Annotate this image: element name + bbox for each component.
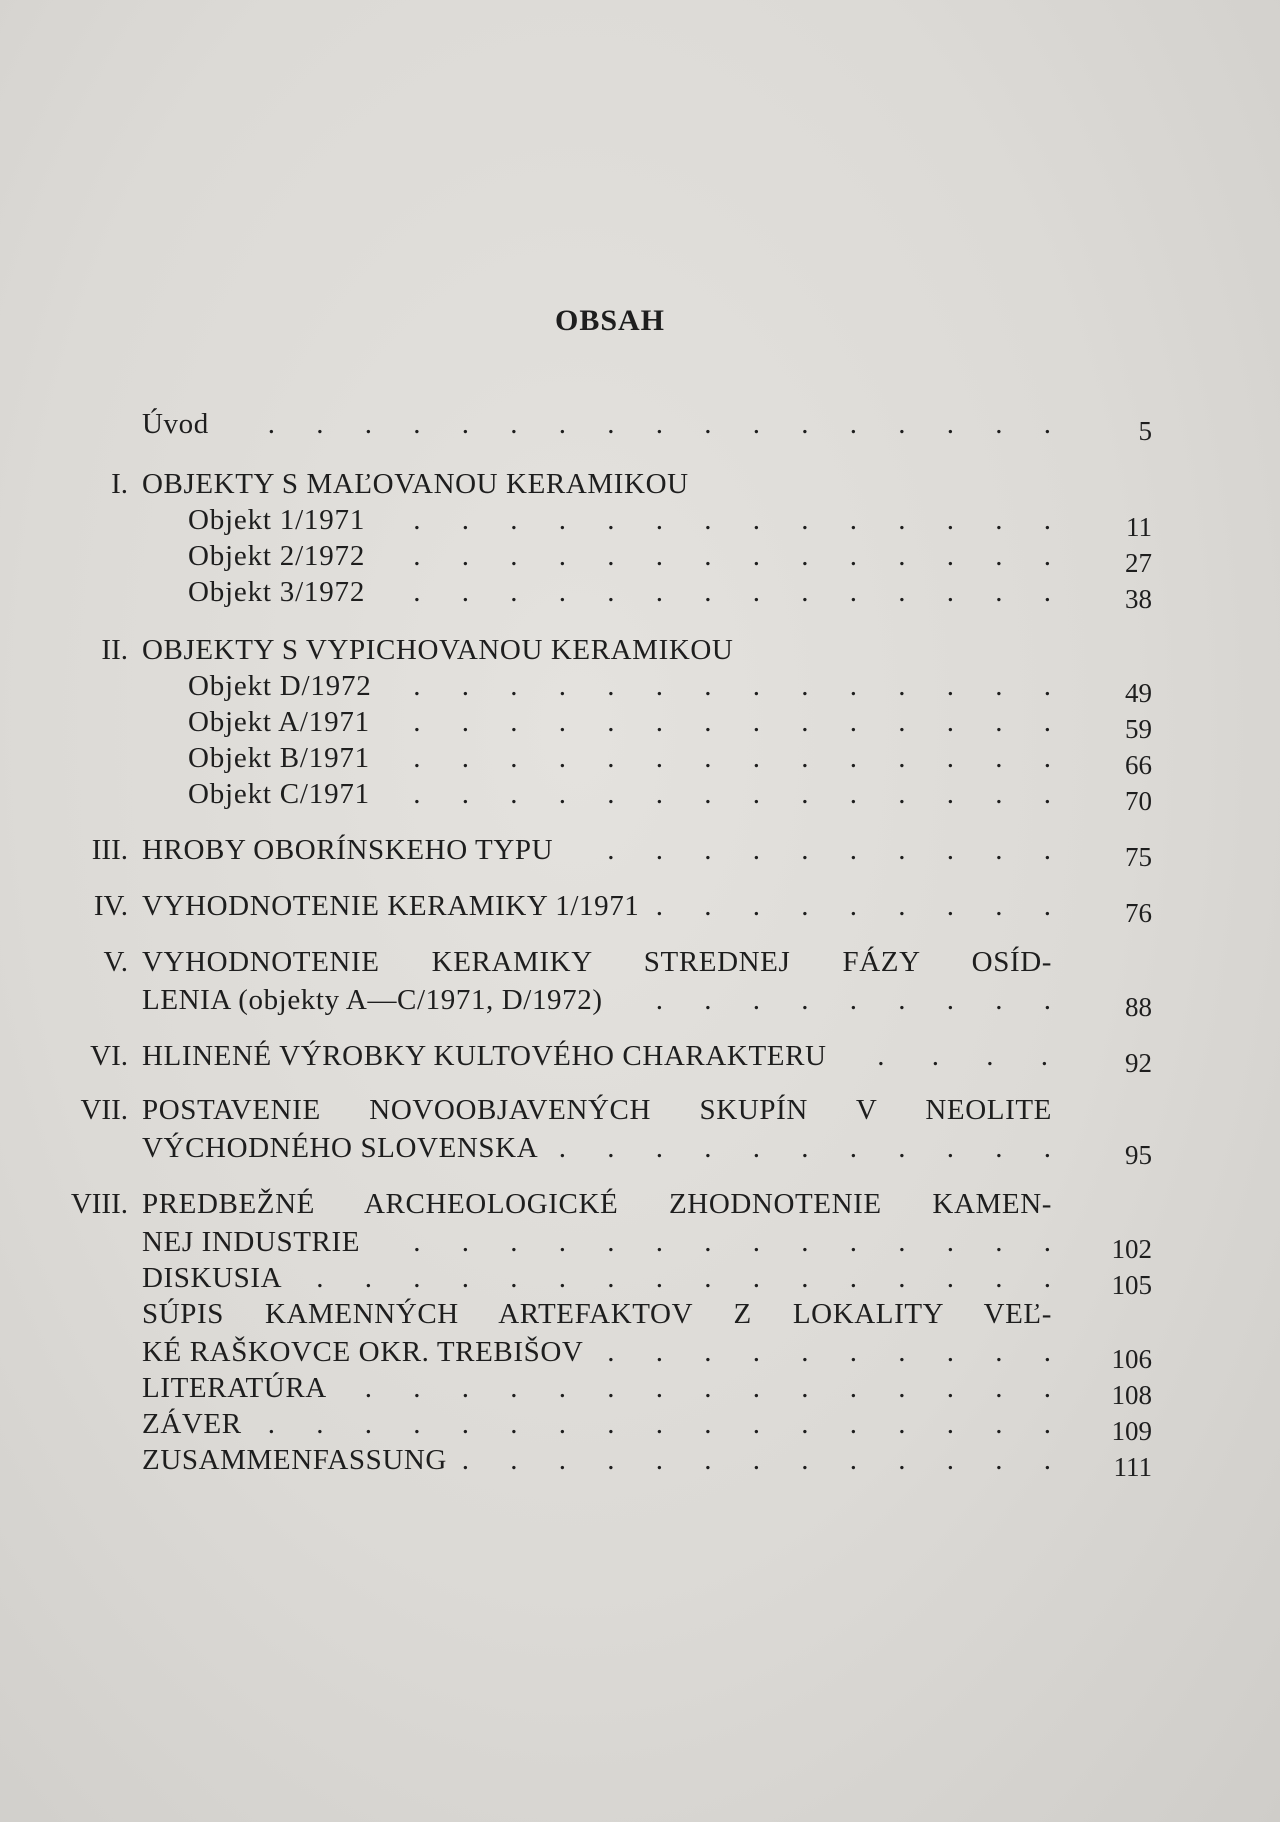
section-title: HLINENÉ VÝROBKY KULTOVÉHO CHARAKTERU [142,1040,827,1072]
toc-label: Objekt D/1972 [188,670,372,702]
toc-entry-literatura[interactable] [0,1372,1280,1412]
page-number: 11 [1126,512,1152,542]
dot-leader: . . . . . . . . . . . . . . . . . [267,408,1068,440]
toc-label: ZÁVER [142,1408,242,1440]
page-number: 102 [1111,1234,1152,1264]
page-number: 59 [1125,714,1152,744]
toc-entry[interactable] [0,778,1280,818]
section-numeral: I. [111,468,128,500]
toc-entry[interactable] [0,504,1280,544]
section-numeral: IV. [93,890,128,922]
toc-entry[interactable] [0,742,1280,782]
section-title-line-1: POSTAVENIE NOVOOBJAVENÝCH SKUPÍN V NEOLITE [142,1094,1052,1126]
section-numeral: VI. [90,1040,128,1072]
page-number: 92 [1125,1048,1152,1078]
toc-entry[interactable] [0,540,1280,580]
dot-leader: . . . . . . . . . . . . . . . . [316,1262,1068,1294]
toc-label-line-1: SÚPIS KAMENNÝCH ARTEFAKTOV Z LOKALITY VEĽ- [142,1298,1052,1330]
section-numeral: VII. [80,1094,128,1126]
dot-leader: . . . . . . . . . . . . . . [413,706,1068,738]
dot-leader: . . . . . . . . . . . . . . [413,670,1068,702]
toc-section-8-cont[interactable] [0,1226,1280,1266]
toc-entry[interactable] [0,670,1280,710]
toc-section-3[interactable] [0,834,1280,874]
section-title-line-1: VYHODNOTENIE KERAMIKY STREDNEJ FÁZY OSÍD- [142,946,1052,978]
page-number: 49 [1125,678,1152,708]
toc-entry-zaver[interactable] [0,1408,1280,1448]
toc-entry[interactable] [0,576,1280,616]
toc-label: LITERATÚRA [142,1372,327,1404]
page-number: 108 [1111,1380,1152,1410]
page-number: 88 [1125,992,1152,1022]
page-number: 111 [1113,1452,1152,1482]
dot-leader: . . . . . . . . . . . . . . . [364,1372,1068,1404]
toc-label: Úvod [142,408,209,440]
page-title: OBSAH [554,304,666,337]
toc-section-6[interactable] [0,1040,1280,1080]
section-numeral: VIII. [70,1188,128,1220]
toc-label: ZUSAMMENFASSUNG [142,1444,447,1476]
dot-leader: . . . . . . . . . . . . . . [413,504,1068,536]
page-number: 75 [1125,842,1152,872]
toc-label: Objekt 3/1972 [188,576,366,608]
toc-section-4[interactable] [0,890,1280,930]
section-title: OBJEKTY S MAĽOVANOU KERAMIKOU [142,468,689,500]
dot-leader: . . . . . . . . . . . [558,1132,1068,1164]
page-number: 38 [1125,584,1152,614]
dot-leader: . . . . . . . . . . . . . . [413,742,1068,774]
toc-section-5-cont[interactable] [0,984,1280,1024]
toc-entry-supis-cont[interactable] [0,1336,1280,1376]
toc-section-1[interactable] [0,468,1280,508]
toc-entry[interactable] [0,706,1280,746]
toc-section-5[interactable] [0,946,1280,986]
toc-section-7-cont[interactable] [0,1132,1280,1172]
section-title-line-2: NEJ INDUSTRIE [142,1226,361,1258]
page-number: 76 [1125,898,1152,928]
toc-label: Objekt B/1971 [188,742,370,774]
toc-label: Objekt C/1971 [188,778,370,810]
dot-leader: . . . . . . . . . . . . . . [413,576,1068,608]
section-numeral: III. [91,834,128,866]
page-number: 5 [1138,416,1152,446]
dot-leader: . . . . . . . . . . . . . . [413,540,1068,572]
toc-section-7[interactable] [0,1094,1280,1134]
section-title: VYHODNOTENIE KERAMIKY 1/1971 [142,890,640,922]
toc-entry-intro[interactable] [0,408,1280,448]
toc-section-2[interactable] [0,634,1280,674]
section-title-line-2: VÝCHODNÉHO SLOVENSKA [142,1132,539,1164]
dot-leader: . . . . . . . . . [655,890,1068,922]
dot-leader: . . . . . . . . . . . . . [461,1444,1068,1476]
page-number: 70 [1125,786,1152,816]
dot-leader: . . . . [877,1040,1068,1072]
toc-entry-supis[interactable] [0,1298,1280,1338]
page-number: 27 [1125,548,1152,578]
toc-label-line-2: KÉ RAŠKOVCE OKR. TREBIŠOV [142,1336,584,1368]
section-title-line-2: LENIA (objekty A—C/1971, D/1972) [142,984,603,1016]
section-title: HROBY OBORÍNSKEHO TYPU [142,834,554,866]
page-number: 105 [1111,1270,1152,1300]
dot-leader: . . . . . . . . . [655,984,1068,1016]
dot-leader: . . . . . . . . . . [607,1336,1068,1368]
dot-leader: . . . . . . . . . . . . . . [413,778,1068,810]
toc-entry-diskusia[interactable] [0,1262,1280,1302]
toc-label: DISKUSIA [142,1262,283,1294]
toc-label: Objekt 2/1972 [188,540,366,572]
section-title: OBJEKTY S VYPICHOVANOU KERAMIKOU [142,634,734,666]
page-number: 66 [1125,750,1152,780]
page-number: 95 [1125,1140,1152,1170]
page-number: 106 [1111,1344,1152,1374]
section-title-line-1: PREDBEŽNÉ ARCHEOLOGICKÉ ZHODNOTENIE KAMEN- [142,1188,1052,1220]
toc-section-8[interactable] [0,1188,1280,1228]
dot-leader: . . . . . . . . . . . . . . [413,1226,1068,1258]
dot-leader: . . . . . . . . . . . . . . . . . [267,1408,1068,1440]
toc-entry-zusammenfassung[interactable] [0,1444,1280,1484]
dot-leader: . . . . . . . . . . [607,834,1068,866]
toc-label: Objekt A/1971 [188,706,370,738]
section-numeral: V. [103,946,128,978]
section-numeral: II. [101,634,128,666]
toc-label: Objekt 1/1971 [188,504,366,536]
page-number: 109 [1111,1416,1152,1446]
